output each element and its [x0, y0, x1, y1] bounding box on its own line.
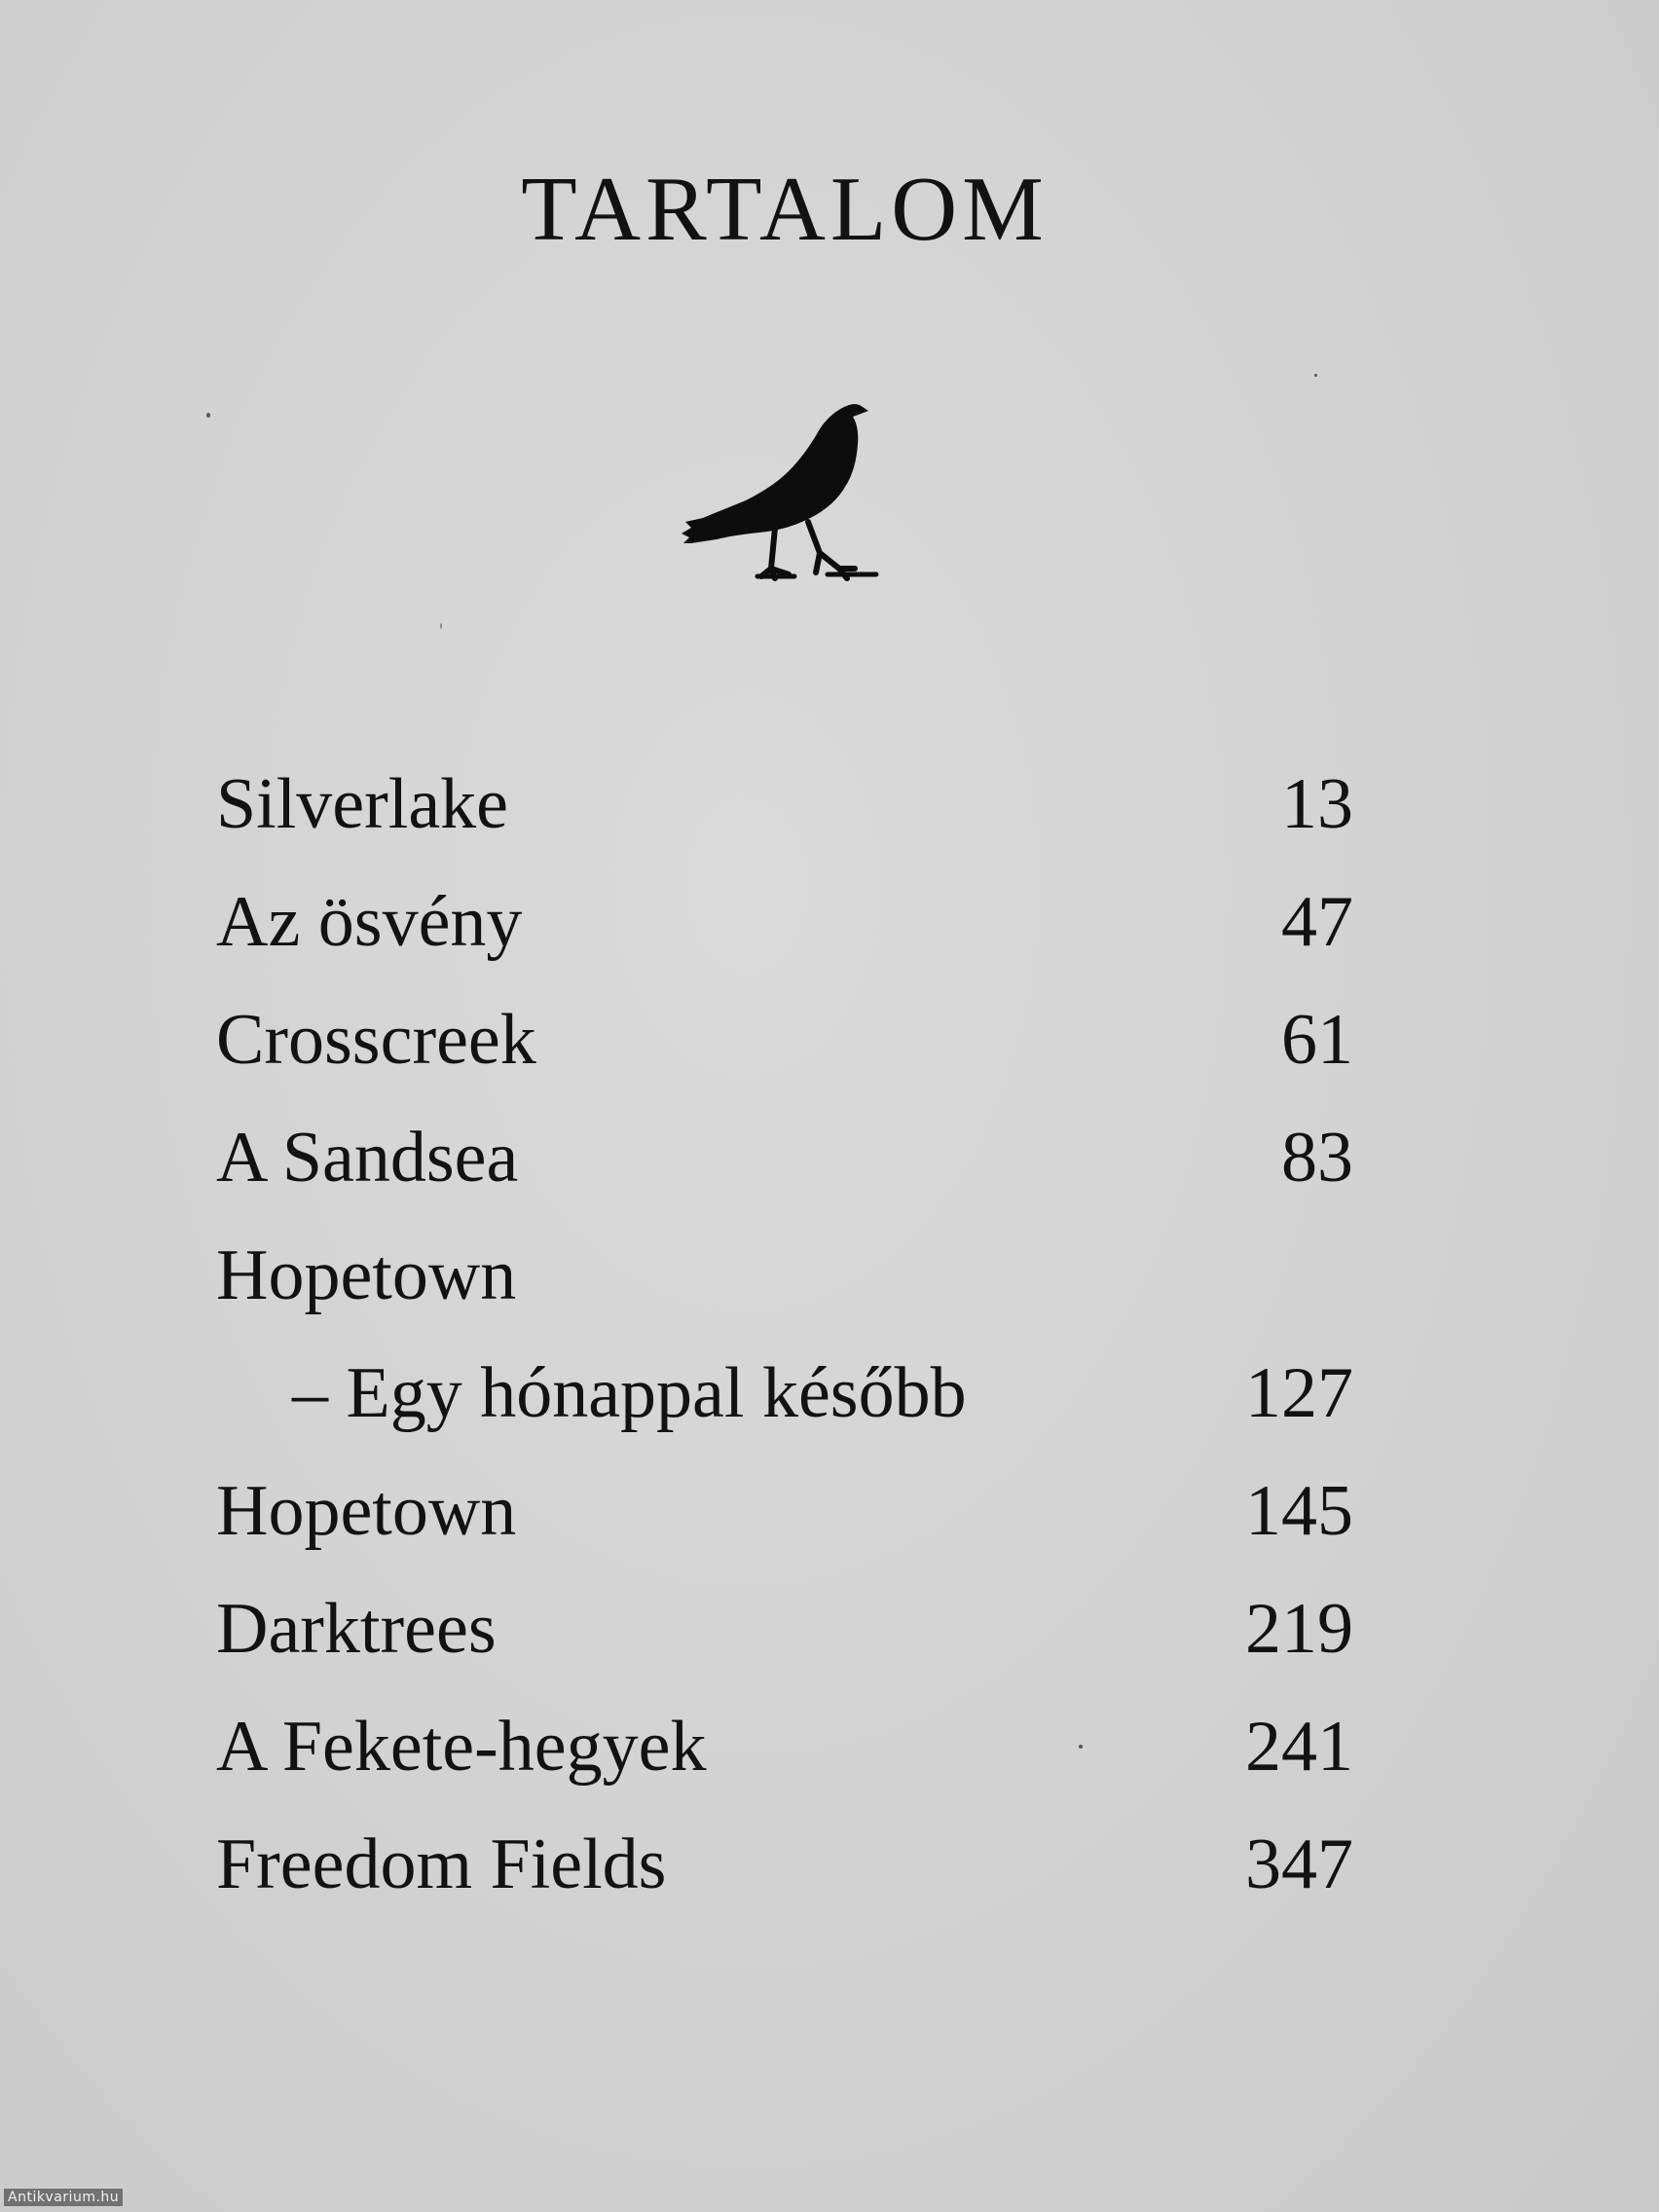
watermark: Antikvarium.hu: [4, 2189, 123, 2206]
toc-entry[interactable]: [216, 1231, 1353, 1348]
toc-entry[interactable]: [216, 759, 1353, 877]
toc-entry-page: 241: [1245, 1707, 1353, 1787]
toc-subentry[interactable]: [216, 1348, 1353, 1466]
toc-entry[interactable]: [216, 877, 1353, 995]
toc-entry-title: Hopetown: [216, 1235, 517, 1315]
toc-entry-page: 219: [1245, 1589, 1353, 1669]
toc-entry-page: 47: [1281, 882, 1353, 962]
toc-entry-page: 61: [1281, 1000, 1353, 1080]
toc-entry-page: 127: [1245, 1353, 1353, 1433]
toc-entry-title: Freedom Fields: [216, 1825, 667, 1904]
toc-entry-page: 347: [1245, 1825, 1353, 1904]
paper-speck: [1079, 1745, 1083, 1749]
toc-entry-title: A Fekete-hegyek: [216, 1707, 707, 1787]
toc-entry-title: Az ösvény: [216, 882, 523, 962]
toc-entry-title: Hopetown: [216, 1471, 517, 1551]
page-title: TARTALOM: [521, 159, 1049, 260]
paper-speck: [1314, 374, 1317, 377]
toc-entry-title: Silverlake: [216, 764, 509, 844]
raven-icon: [682, 397, 880, 588]
toc-entry-title: Crosscreek: [216, 1000, 536, 1080]
toc-entry[interactable]: [216, 1702, 1353, 1820]
toc-entry-page: 13: [1281, 764, 1353, 844]
table-of-contents: [216, 759, 1353, 1937]
toc-entry-title: – Egy hónappal később: [292, 1353, 967, 1433]
toc-entry-page: 83: [1281, 1118, 1353, 1198]
toc-entry[interactable]: [216, 1584, 1353, 1702]
toc-entry[interactable]: [216, 1820, 1353, 1937]
toc-entry[interactable]: [216, 1466, 1353, 1584]
toc-entry[interactable]: [216, 1113, 1353, 1231]
toc-entry-page: 145: [1245, 1471, 1353, 1551]
toc-entry-title: Darktrees: [216, 1589, 497, 1669]
toc-entry[interactable]: [216, 995, 1353, 1113]
paper-speck: [206, 413, 210, 418]
paper-speck: [440, 623, 442, 629]
toc-entry-title: A Sandsea: [216, 1118, 519, 1198]
